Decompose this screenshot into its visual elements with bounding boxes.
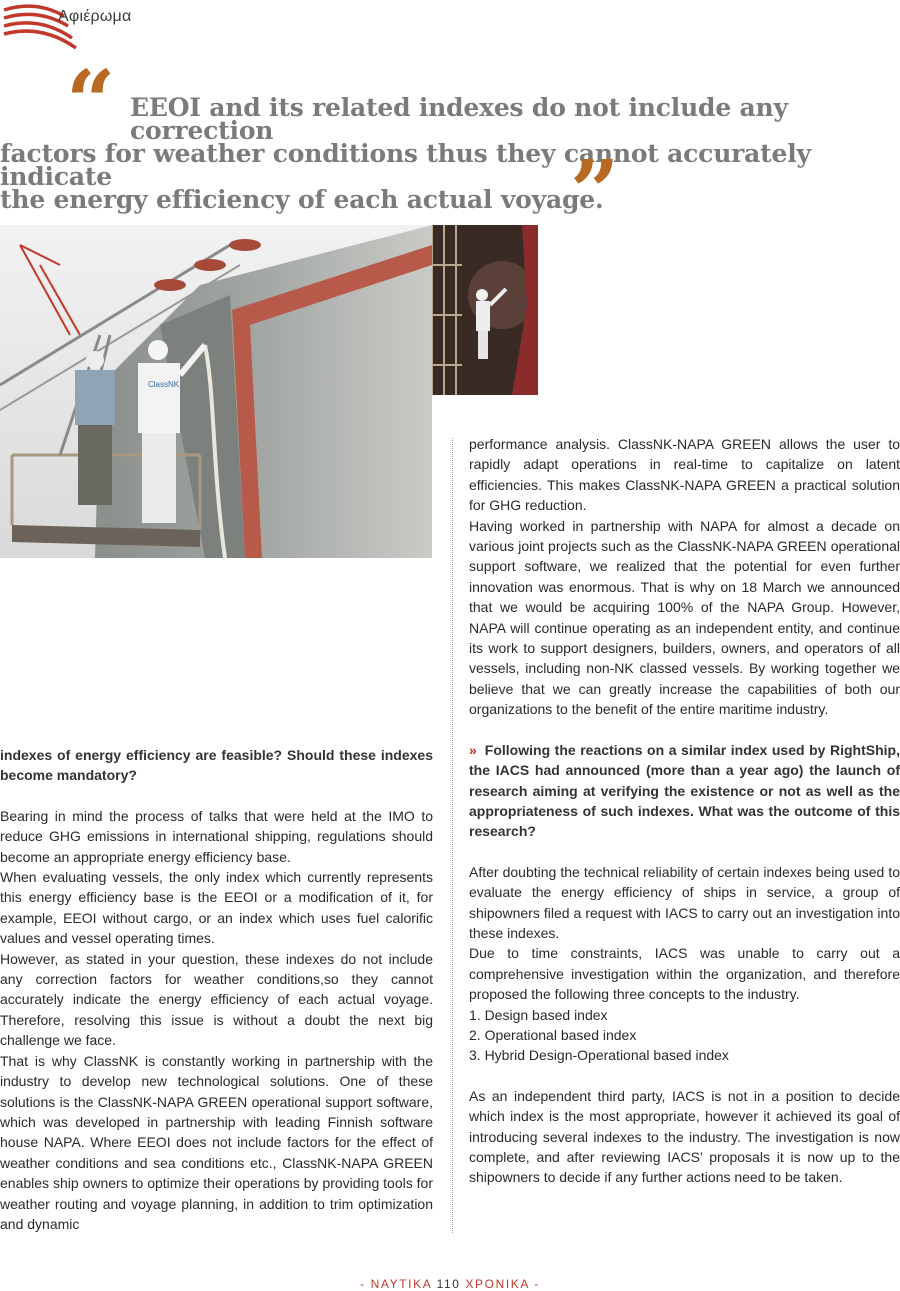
pull-quote: [0, 93, 900, 214]
paragraph: performance analysis. ClassNK-NAPA GREEN allows the user to rapidly adapt operations in real-time to capitalize on latent efficiencies. This makes ClassNK-NAPA GREEN a practical solution for GHG reduction.: [469, 436, 900, 514]
footer-prefix: - ΝΑΥΤΙΚΑ: [360, 1277, 432, 1291]
pull-quote-line-1: EEOI and its related indexes do not include any correction: [130, 93, 788, 145]
open-quote-mark: “: [66, 52, 116, 153]
hull-painting-photo: [0, 225, 432, 558]
engine-room-photo: [432, 225, 538, 395]
question-text: Following the reactions on a similar index used by RightShip, the IACS had announced (more than a year ago) the launch of research aiming at verifying the existence or not as well as the appropriateness of such indexes. What was the outcome of this research?: [469, 741, 900, 840]
footer-suffix: ΧΡΟΝΙΚΑ -: [465, 1277, 540, 1291]
page-number: 110: [436, 1277, 461, 1291]
pull-quote-line-3: the energy efficiency of each actual voyage.: [0, 185, 604, 214]
right-column: [469, 434, 900, 1188]
left-column: [0, 745, 433, 1234]
paragraph: That is why ClassNK is constantly working in partnership with the industry to develop new technological solutions. One of these solutions is the ClassNK-NAPA GREEN operational support software, which was developed in partnership with leading Finnish software house NAPA. Where EEOI does not include factors for the effect of weather conditions and sea conditions etc., ClassNK-NAPA GREEN enables ship owners to optimize their operations by providing tools for weather routing and voyage planning, in addition to trim optimization and dynamic: [0, 1052, 433, 1232]
interview-question-1: indexes of energy efficiency are feasible? Should these indexes become mandatory?: [0, 747, 433, 784]
page-footer: [0, 1277, 900, 1291]
paragraph: After doubting the technical reliability of certain indexes being used to evaluate the energy efficiency of ships in service, a group of shipowners filed a request with IACS to carry out an investigation into these indexes.: [469, 863, 900, 941]
close-quote-mark: ”: [570, 142, 620, 243]
paragraph: Due to time constraints, IACS was unable to carry out a comprehensive investigation within the organization, and therefore proposed the following three concepts to the industry.: [469, 945, 900, 1003]
section-title: Αφιέρωμα: [58, 8, 132, 25]
list-item: 3. Hybrid Design-Operational based index: [469, 1047, 729, 1064]
pull-quote-line-2: factors for weather conditions thus they cannot accurately indicate: [0, 139, 811, 191]
interview-question-2: [469, 740, 900, 842]
paragraph: Having worked in partnership with NAPA for almost a decade on various joint projects such as the ClassNK-NAPA GREEN operational support software, we realized that the potential for even further innovation was enormous. That is why on 18 March we announced that we would be acquiring 100% of the NAPA Group. However, NAPA will continue operating as an independent entity, and continue its work to support designers, builders, owners, and operators of all vessels, including non-NK classed vessels. By working together we believe that we can greatly increase the capabilities of both our organizations to the benefit of the entire maritime industry.: [469, 517, 900, 718]
column-divider: [452, 438, 453, 1233]
chevron-right-icon: »: [469, 741, 477, 758]
paragraph: As an independent third party, IACS is not in a position to decide which index is the most appropriate, however it achieved its goal of introducing several indexes to the industry. The investigation is now complete, and after reviewing IACS’ proposals it is now up to the shipowners to decide if any further actions need to be taken.: [469, 1087, 900, 1186]
paragraph: Bearing in mind the process of talks that were held at the IMO to reduce GHG emissions in international shipping, regulations should become an appropriate energy efficiency base.: [0, 807, 433, 865]
list-item: 1. Design based index: [469, 1006, 608, 1023]
paragraph: When evaluating vessels, the only index which currently represents this energy efficiency base is the EEOI or a modification of it, for example, EEOI without cargo, or an index which uses fuel calorific values and vessel operating times.: [0, 869, 433, 947]
paragraph: However, as stated in your question, these indexes do not include any correction factors for weather conditions,so they cannot accurately indicate the energy efficiency of each actual voyage. Therefore, resolving this issue is without a doubt the next big challenge we face.: [0, 950, 433, 1049]
photo-classnk-label: ClassNK: [148, 380, 180, 389]
list-item: 2. Operational based index: [469, 1026, 637, 1043]
